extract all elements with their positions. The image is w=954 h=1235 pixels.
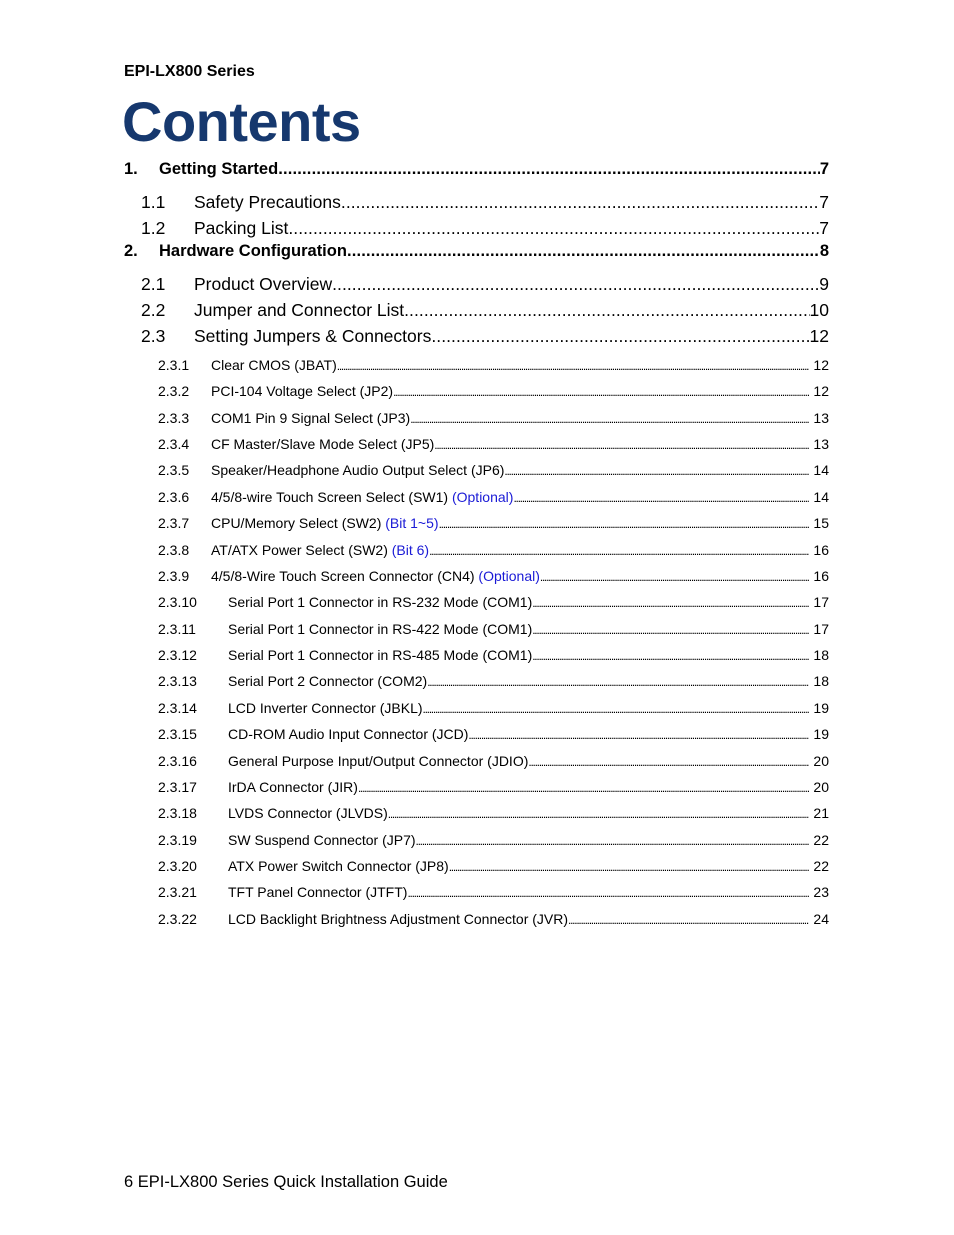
toc-number: 2.3.1	[158, 357, 190, 373]
toc-entry[interactable]	[124, 436, 829, 452]
toc-number: 2.3.12	[158, 647, 197, 663]
toc-page: 24	[813, 911, 829, 927]
toc-leader	[423, 700, 810, 716]
toc-leader	[332, 274, 819, 295]
series-header: EPI-LX800 Series	[124, 63, 255, 80]
toc-title: 4/5/8-wire Touch Screen Select (SW1)	[211, 489, 449, 505]
toc-page: 15	[813, 515, 829, 531]
toc-number: 2.3.21	[158, 884, 197, 900]
toc-page: 18	[813, 673, 829, 689]
toc-entry[interactable]	[124, 410, 829, 426]
toc-entry[interactable]	[124, 357, 829, 373]
toc-leader	[513, 489, 809, 505]
toc-number: 2.	[124, 242, 138, 260]
toc-number: 2.3.4	[158, 436, 190, 452]
toc-entry[interactable]	[124, 489, 829, 505]
toc-page: 23	[813, 884, 829, 900]
toc-number: 2.3.16	[158, 753, 197, 769]
toc-note: (Bit 6)	[391, 542, 430, 558]
toc-title: LCD Backlight Brightness Adjustment Connector (JVR)	[228, 911, 569, 927]
toc-title: Clear CMOS (JBAT)	[211, 357, 337, 373]
toc-title: CF Master/Slave Mode Select (JP5)	[211, 436, 435, 452]
toc-leader	[429, 542, 809, 558]
toc-leader	[431, 326, 809, 347]
toc-page: 12	[809, 326, 829, 346]
toc-entry[interactable]	[124, 700, 829, 716]
toc-page: 19	[813, 700, 829, 716]
toc-number: 2.2	[141, 300, 166, 320]
toc-leader	[358, 779, 809, 795]
toc-note: (Optional)	[478, 568, 540, 584]
toc-leader	[504, 462, 809, 478]
toc-title: ATX Power Switch Connector (JP8)	[228, 858, 449, 874]
toc-leader	[439, 515, 810, 531]
toc-entry[interactable]	[124, 805, 829, 821]
toc-number: 2.1	[141, 274, 166, 294]
toc-number: 1.2	[141, 218, 166, 238]
toc-leader	[427, 673, 809, 689]
toc-leader	[568, 911, 809, 927]
toc-page: 20	[813, 779, 829, 795]
toc-page: 17	[813, 594, 829, 610]
toc-leader	[449, 858, 810, 874]
toc-title: Safety Precautions	[194, 192, 341, 212]
toc-page: 21	[813, 805, 829, 821]
toc-entry[interactable]	[124, 542, 829, 558]
toc-leader	[347, 242, 820, 261]
toc-title: TFT Panel Connector (JTFT)	[228, 884, 408, 900]
toc-number: 2.3.7	[158, 515, 190, 531]
toc-number: 2.3.11	[158, 621, 196, 637]
toc-entry[interactable]	[124, 568, 829, 584]
toc-leader	[532, 647, 809, 663]
toc-page: 22	[813, 858, 829, 874]
toc-entry[interactable]	[124, 832, 829, 848]
toc-title: Product Overview	[194, 274, 333, 294]
toc-number: 2.3.9	[158, 568, 190, 584]
toc-number: 1.1	[141, 192, 166, 212]
page-footer: 6 EPI-LX800 Series Quick Installation Guide	[124, 1173, 448, 1191]
toc-entry[interactable]	[124, 274, 829, 295]
toc-number: 2.3.6	[158, 489, 190, 505]
toc-title: AT/ATX Power Select (SW2)	[211, 542, 388, 558]
toc-title: SW Suspend Connector (JP7)	[228, 832, 416, 848]
toc-note: (Optional)	[451, 489, 514, 505]
toc-number: 2.3.13	[158, 673, 197, 689]
toc-entry[interactable]	[124, 911, 829, 927]
toc-page: 17	[813, 621, 829, 637]
toc-page: 20	[813, 753, 829, 769]
toc-page: 16	[813, 542, 829, 558]
toc-entry[interactable]	[124, 192, 829, 213]
toc-number: 2.3.5	[158, 462, 190, 478]
toc-title: General Purpose Input/Output Connector (JDIO)	[228, 753, 529, 769]
toc-leader	[404, 300, 809, 321]
toc-leader	[532, 621, 809, 637]
toc-leader	[540, 568, 810, 584]
toc-page: 12	[813, 383, 829, 399]
toc-page: 9	[819, 274, 829, 294]
toc-leader	[337, 357, 810, 373]
toc-entry[interactable]	[124, 218, 829, 239]
toc-number: 2.3.8	[158, 542, 190, 558]
toc-title: 4/5/8-Wire Touch Screen Connector (CN4)	[211, 568, 475, 584]
toc-page: 18	[813, 647, 829, 663]
toc-number: 2.3.15	[158, 726, 197, 742]
toc-page: 10	[809, 300, 829, 320]
toc-note: (Bit 1~5)	[385, 515, 439, 531]
toc-entry[interactable]	[124, 300, 829, 321]
toc-number: 2.3.14	[158, 700, 197, 716]
toc-entry[interactable]	[124, 462, 829, 478]
page-title: Contents	[122, 90, 361, 153]
toc-title: CPU/Memory Select (SW2)	[211, 515, 382, 531]
toc-title: Serial Port 2 Connector (COM2)	[228, 673, 428, 689]
toc-title: Speaker/Headphone Audio Output Select (JP6)	[211, 462, 505, 478]
toc-title: Packing List	[194, 218, 289, 238]
toc-page: 16	[813, 568, 829, 584]
toc-entry[interactable]	[124, 594, 829, 610]
toc-title: IrDA Connector (JIR)	[228, 779, 358, 795]
toc-page: 7	[819, 160, 829, 178]
toc-entry[interactable]	[124, 242, 829, 261]
toc-title: CD-ROM Audio Input Connector (JCD)	[228, 726, 469, 742]
toc-page: 14	[813, 489, 829, 505]
toc-page: 22	[813, 832, 829, 848]
toc-title: COM1 Pin 9 Signal Select (JP3)	[211, 410, 411, 426]
toc-title: LCD Inverter Connector (JBKL)	[228, 700, 423, 716]
toc-leader	[528, 753, 809, 769]
toc-title: Serial Port 1 Connector in RS-422 Mode (COM1)	[228, 621, 533, 637]
toc-title: Serial Port 1 Connector in RS-485 Mode (COM1)	[228, 647, 533, 663]
toc-number: 2.3	[141, 326, 166, 346]
toc-entry[interactable]	[124, 779, 829, 795]
toc-entry[interactable]	[124, 647, 829, 663]
toc-number: 2.3.2	[158, 383, 190, 399]
toc-page: 14	[813, 462, 829, 478]
toc-leader	[532, 594, 809, 610]
toc-entry[interactable]	[124, 673, 829, 689]
toc-page: 7	[819, 218, 829, 238]
toc-leader	[468, 726, 809, 742]
toc-entry[interactable]	[124, 326, 829, 347]
toc-entry[interactable]	[124, 160, 829, 179]
toc-title: PCI-104 Voltage Select (JP2)	[211, 383, 394, 399]
toc-page: 8	[819, 242, 829, 260]
toc-entry[interactable]	[124, 726, 829, 742]
toc-title: Getting Started	[159, 160, 279, 178]
toc-title: LVDS Connector (JLVDS)	[228, 805, 388, 821]
toc-number: 2.3.19	[158, 832, 197, 848]
toc-leader	[416, 832, 810, 848]
toc-number: 2.3.3	[158, 410, 190, 426]
toc-leader	[341, 192, 819, 213]
toc-leader	[278, 160, 820, 179]
toc-entry[interactable]	[124, 858, 829, 874]
toc-entry[interactable]	[124, 884, 829, 900]
toc-leader	[410, 410, 809, 426]
toc-entry[interactable]	[124, 515, 829, 531]
toc-number: 2.3.18	[158, 805, 197, 821]
toc-page: 7	[819, 192, 829, 212]
toc-leader	[407, 884, 809, 900]
toc-page: 19	[813, 726, 829, 742]
toc-title: Serial Port 1 Connector in RS-232 Mode (COM1)	[228, 594, 533, 610]
toc-leader	[288, 218, 819, 239]
toc-entry[interactable]	[124, 753, 829, 769]
toc-page: 13	[813, 410, 829, 426]
toc-entry[interactable]	[124, 621, 829, 637]
toc-leader	[388, 805, 810, 821]
toc-number: 2.3.17	[158, 779, 197, 795]
toc-title: Setting Jumpers & Connectors	[194, 326, 432, 346]
toc-page: 13	[813, 436, 829, 452]
toc-page: 12	[813, 357, 829, 373]
toc-leader	[434, 436, 809, 452]
toc-number: 2.3.20	[158, 858, 197, 874]
toc-title: Jumper and Connector List	[194, 300, 405, 320]
toc-number: 2.3.10	[158, 594, 197, 610]
toc-number: 2.3.22	[158, 911, 197, 927]
toc-number: 1.	[124, 160, 138, 178]
toc-leader	[393, 383, 809, 399]
toc-title: Hardware Configuration	[159, 242, 347, 260]
toc-entry[interactable]	[124, 383, 829, 399]
